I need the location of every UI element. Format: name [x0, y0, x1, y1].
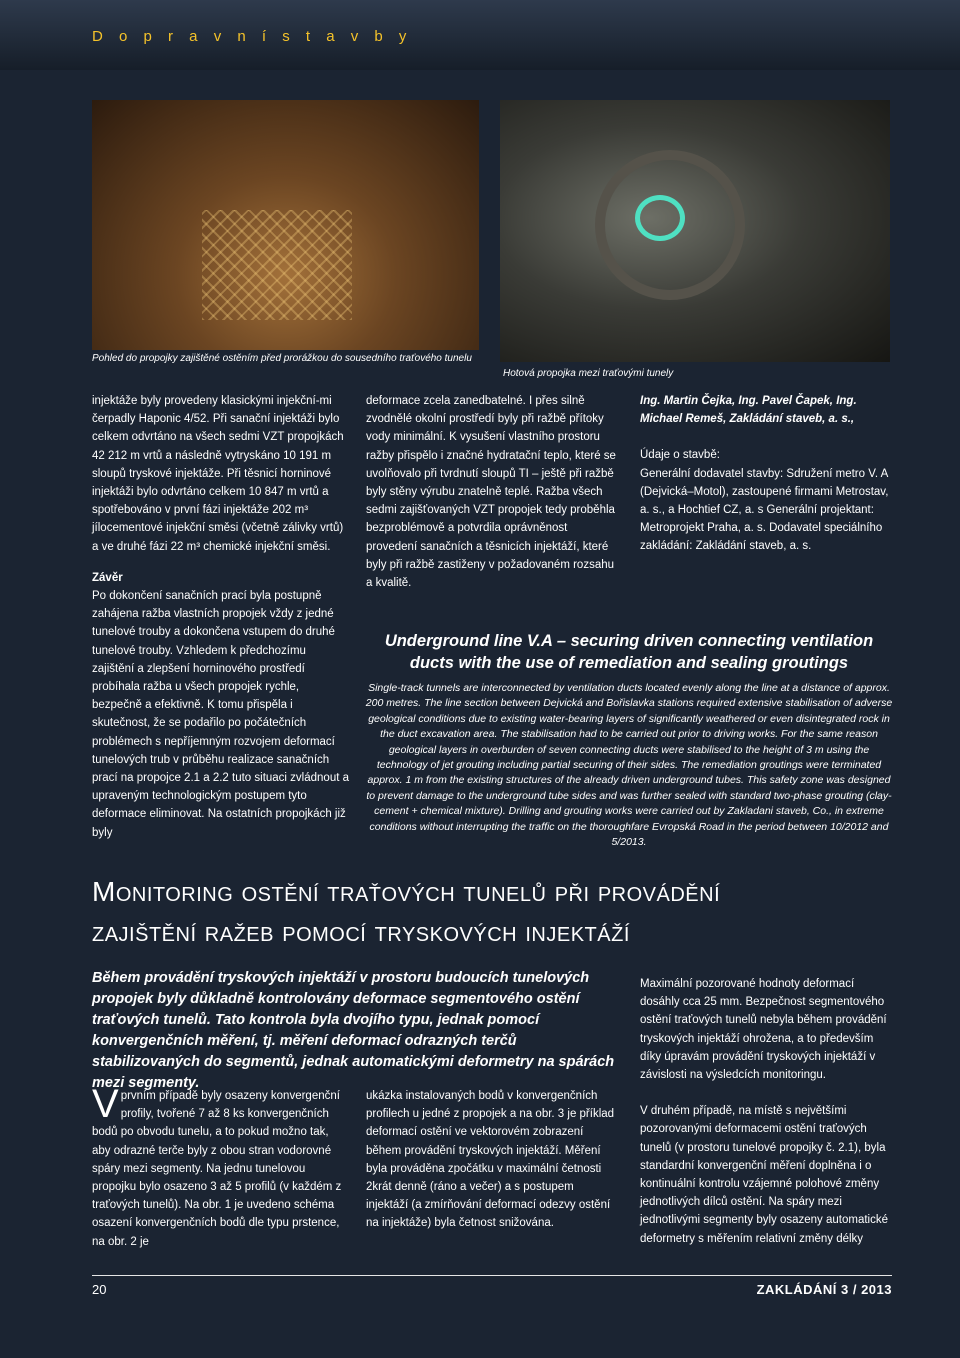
- page-number: 20: [92, 1282, 107, 1297]
- column-3: [640, 392, 892, 556]
- tunnel-photo-left: [92, 100, 479, 350]
- body-column-3: [640, 975, 892, 1248]
- journal-issue: ZAKLÁDÁNÍ 3 / 2013: [756, 1282, 892, 1297]
- body-column-1-text: prvním případě byly osazeny konvergenční profily, tvořené 7 až 8 ks konvergenčních bodů po obvodu tunelu, a to pokud možno tak, aby odrazné terče byly z obou stran vodorovné spáry mezi segmenty. Na jednu tunelovou propojku bylo osazeno 3 až 5 profilů (v každém z traťových tunelů). Na obr. 1 je uvedeno schéma osazení konvergenčních bodů dle typu prstence, na obr. 2 je: [92, 1090, 342, 1248]
- article-title-line-2: zajištění ražeb pomocí tryskových injektáží: [92, 916, 630, 947]
- drop-cap: V: [92, 1082, 119, 1126]
- body-column-2-text: ukázka instalovaných bodů v konvergenčních profilech u jedné z propojek a na obr. 3 je příklad deformací ostění ve vektorovém zobrazení během provádění tryskových injektáží. Měření byla prováděna zpočátku v maximální četnosti 2krát denně (ráno a večer) a s postupem injektáží (a zmírňování deformací odezvy ostění na injektáže) byla četnost snižována.: [366, 1090, 615, 1230]
- col1-paragraph-1: injektáže byly provedeny klasickými injekční-mi čerpadly Haponic 4/52. Při sanační injektáži bylo celkem odvrtáno na všech sedmi VZT propojkách 42 212 m vrtů a následně vytryskáno 10 191 m sloupů tryskové injektáže. Při těsnicí horninové injektáži bylo odvrtáno celkem 10 847 m vrtů a spotřebováno v první fázi injektáže 202 m³ jílocementové injekční směsi (včetně zálivky vrtů) a ve druhé fázi 22 m³ chemické injekční směsi.: [92, 395, 344, 553]
- project-info-heading: Údaje o stavbě:: [640, 449, 720, 462]
- reinforcement-mesh: [202, 210, 352, 320]
- section-title: D o p r a v n í s t a v b y: [92, 28, 413, 45]
- col2-paragraph-1: deformace zcela zanedbatelné. I přes silně zvodnělé okolní prostředí byly při ražbě přítoky vody minimální. K vysušení vlastního prostoru ražby přispělo i značné hydratační teplo, které se uvolňovalo při tvrdnutí sloupů TI – ještě při ražbě byly stěny výrubu znatelně teplé. Ražba všech sedmi zajišťovaných VZT propojek tedy proběhla bezproblémově a potvrdila oprávněnost provedení sanačních a těsnicích injektáží, které byly při ražbě zastiženy v požadovaném rozsahu a kvalitě.: [366, 395, 616, 590]
- body-column-3-text-b: V druhém případě, na místě s největšími pozorovanými deformacemi ostění traťových tunelů (v prostoru tunelové propojky č. 2.1), byla standardní konvergenční měření doplněna i o kontinuální kontrolu vzájemné polohové změny jednotlivých dílců ostění. Na spáry mezi jednotlivými segmenty byly osazeny automatické deformetry s měřením relativní změny délky: [640, 1105, 889, 1245]
- column-1: [92, 392, 350, 842]
- conclusion-heading: Závěr: [92, 571, 123, 584]
- body-column-1: [92, 1082, 344, 1251]
- article-lead: Během provádění tryskových injektáží v prostoru budoucích tunelových propojek byly důkladně kontrolovány deformace segmentového ostění traťových tunelů. Tato kontrola byla dvojího typu, jednak pomocí konvergenčních měření, tj. měření deformací odrazných terčů stabilizovaných do segmentů, jednak automatickými deformetry na spárách mezi segmenty.: [92, 970, 615, 1091]
- footer-rule: [92, 1275, 892, 1276]
- tunnel-light: [635, 195, 685, 241]
- photo-caption-right: Hotová propojka mezi traťovými tunely: [503, 368, 674, 379]
- english-abstract: Single-track tunnels are interconnected by ventilation ducts located evenly along the line at a distance of approx. 200 metres. The line section between Dejvická and Bořislavka stations required extensive stabilisation of adverse geological conditions due to existing water-bearing layers of significantly weathered or even disintegrated rock in the duct excavation area. The stabilisation had to be carried out prior to driving works. For the same reason geological layers in overburden of seven connecting ducts were stabilised to the height of 3 m using the technology of jet grouting including partial securing of their sides. The remediation groutings were terminated approx. 1 m from the existing structures of the already driven underground tubes. This safety zone was designed to prevent damage to the underground tube sides and was further sealed with standard two-phase grouting (clay-cement + chemical mixture). Drilling and grouting works were carried out by Zakladani staveb, Co., in extreme conditions without interrupting the traffic on the thoroughfare Evropská Road in the period between 10/2012 and 5/2013.: [365, 682, 893, 849]
- article-title: [92, 872, 872, 952]
- tunnel-photo-right: [500, 100, 890, 362]
- project-info: Generální dodavatel stavby: Sdružení metro V. A (Dejvická–Motol), zastoupené firmami Metrostav, a. s., a Hochtief CZ, a. s Generální projektant: Metroprojekt Praha, a. s. Dodavatel speciálního zakládání: Zakládání staveb, a. s.: [640, 467, 889, 553]
- article-title-line-1: Monitoring ostění traťových tunelů při provádění: [92, 876, 721, 907]
- column-2: [366, 392, 618, 592]
- col1-paragraph-2: Po dokončení sanačních prací byla postupně zahájena ražba vlastních propojek vždy z jedné tunelové trouby a dokončena vstupem do druhé tunelové trouby. Vzhledem k předchozímu zajištění a zlepšení horninového prostředí probíhala ražba u všech propojek rychle, bezpečně a efektivně. K tomu přispěla i skutečnost, že se podařilo po počátečních problémech s nepříjemným rozvojem deformací tunelových trub v průběhu realizace sanačních prací na propojce 2.1 a 2.2 tuto situaci zvládnout a upraveným technologickým postupem tyto deformace eliminovat. Na ostatních propojkách již byly: [92, 590, 349, 839]
- authors: Ing. Martin Čejka, Ing. Pavel Čapek, Ing. Michael Remeš, Zakládání staveb, a. s.,: [640, 395, 857, 426]
- body-column-3-text-a: Maximální pozorované hodnoty deformací dosáhly cca 25 mm. Bezpečnost segmentového ostění traťových tunelů nebyla během provádění tryskových injektáží ohrožena, a to především díky úpravám provádění tryskových injektáží v závislosti na výsledcích monitoringu.: [640, 978, 887, 1082]
- photo-caption-left: Pohled do propojky zajištěné ostěním před prorážkou do sousedního traťového tunelu: [92, 353, 472, 364]
- body-column-2: [366, 1087, 618, 1233]
- english-title: Underground line V.A – securing driven connecting ventilation ducts with the use of remediation and sealing groutings: [384, 632, 874, 672]
